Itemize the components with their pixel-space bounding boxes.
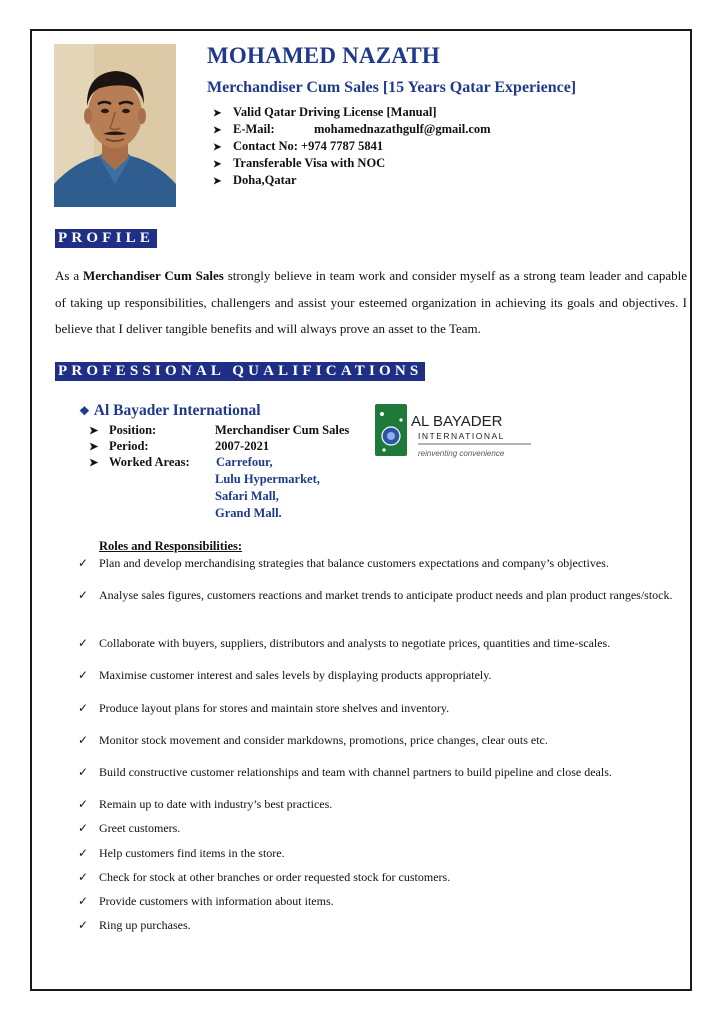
check-icon: ✓	[78, 701, 89, 715]
contact-item: ➤ Valid Qatar Driving License [Manual]	[213, 104, 491, 121]
check-icon: ✓	[78, 894, 89, 908]
company-name: ❖ Al Bayader International	[79, 402, 261, 419]
logo-tagline: reinventing convenience	[418, 449, 505, 458]
worked-area: Carrefour,	[216, 455, 273, 469]
responsibility-item: ✓ Ring up purchases.	[78, 918, 191, 932]
arrow-bullet-icon: ➤	[213, 108, 222, 119]
period-row: ➤ Period: 2007-2021	[89, 439, 270, 453]
worked-area: Safari Mall,	[215, 489, 279, 503]
logo-sub: INTERNATIONAL	[418, 431, 505, 441]
responsibility-item: ✓ Collaborate with buyers, suppliers, distributors and analysts to negotiate prices, quantities and time-scales.	[78, 636, 611, 650]
logo-name: AL BAYADER	[411, 413, 503, 430]
check-icon: ✓	[78, 821, 89, 835]
contact-item-location: ➤ Doha,Qatar	[213, 172, 491, 189]
worked-area: Grand Mall.	[215, 506, 282, 520]
profile-text: As a Merchandiser Cum Sales strongly believe in team work and consider myself as a strong team leader and capable of taking up responsibilities, challengers and assist your esteemed organization in achieving its goals and objectives. I believe that I deliver tangible benefits and will always prove an asset to the Team.	[55, 268, 687, 336]
candidate-name: MOHAMED NAZATH	[207, 43, 441, 68]
check-icon: ✓	[78, 588, 89, 602]
arrow-bullet-icon: ➤	[89, 441, 99, 453]
arrow-bullet-icon: ➤	[213, 142, 222, 153]
responsibility-item: ✓ Help customers find items in the store.	[78, 846, 285, 860]
diamond-bullet-icon: ❖	[79, 404, 90, 418]
roles-title: Roles and Responsibilities:	[99, 539, 243, 553]
check-icon: ✓	[78, 870, 89, 884]
check-icon: ✓	[78, 797, 89, 811]
responsibility-item: ✓ Greet customers.	[78, 821, 181, 835]
responsibility-item: ✓ Analyse sales figures, customers reactions and market trends to anticipate product needs and plan product ranges/stock.	[78, 588, 673, 602]
arrow-bullet-icon: ➤	[89, 425, 99, 437]
profile-heading: PROFILE	[55, 229, 157, 248]
arrow-bullet-icon: ➤	[213, 125, 222, 136]
worked-area: Lulu Hypermarket,	[215, 472, 320, 486]
candidate-title: Merchandiser Cum Sales [15 Years Qatar Experience]	[207, 79, 577, 96]
check-icon: ✓	[78, 733, 89, 747]
check-icon: ✓	[78, 668, 89, 682]
arrow-bullet-icon: ➤	[89, 457, 99, 469]
check-icon: ✓	[78, 918, 89, 932]
responsibility-item: ✓ Produce layout plans for stores and maintain store shelves and inventory.	[78, 701, 450, 715]
al-bayader-logo-icon	[375, 404, 535, 460]
arrow-bullet-icon: ➤	[213, 176, 222, 187]
portrait-image	[54, 44, 176, 207]
position-row: ➤ Position: Merchandiser Cum Sales	[89, 423, 350, 437]
contact-item: ➤ Transferable Visa with NOC	[213, 155, 491, 172]
profile-photo	[54, 44, 176, 207]
contact-item-phone: ➤ Contact No: +974 7787 5841	[213, 138, 491, 155]
worked-areas-row: ➤ Worked Areas:	[89, 455, 190, 469]
check-icon: ✓	[78, 556, 89, 570]
company-logo	[375, 404, 535, 460]
responsibility-item: ✓ Provide customers with information about items.	[78, 894, 334, 908]
responsibility-item: ✓ Remain up to date with industry’s best practices.	[78, 797, 333, 811]
qualifications-heading: PROFESSIONAL QUALIFICATIONS	[55, 362, 425, 381]
responsibility-item: ✓ Maximise customer interest and sales levels by displaying products appropriately.	[78, 668, 492, 682]
responsibility-item: ✓ Check for stock at other branches or order requested stock for customers.	[78, 870, 451, 884]
responsibility-item: ✓ Plan and develop merchandising strategies that balance customers expectations and company’s objectives.	[78, 556, 609, 570]
check-icon: ✓	[78, 846, 89, 860]
responsibility-item: ✓ Build constructive customer relationships and team with channel partners to build pipeline and close deals.	[78, 765, 612, 779]
email-address[interactable]: mohamednazathgulf@gmail.com	[314, 122, 491, 136]
responsibility-item: ✓ Monitor stock movement and consider markdowns, promotions, price changes, clear outs etc.	[78, 733, 548, 747]
check-icon: ✓	[78, 765, 89, 779]
check-icon: ✓	[78, 636, 89, 650]
arrow-bullet-icon: ➤	[213, 159, 222, 170]
contact-item-email: ➤ E-Mail: mohamednazathgulf@gmail.com	[213, 121, 491, 138]
contact-list	[213, 104, 491, 189]
